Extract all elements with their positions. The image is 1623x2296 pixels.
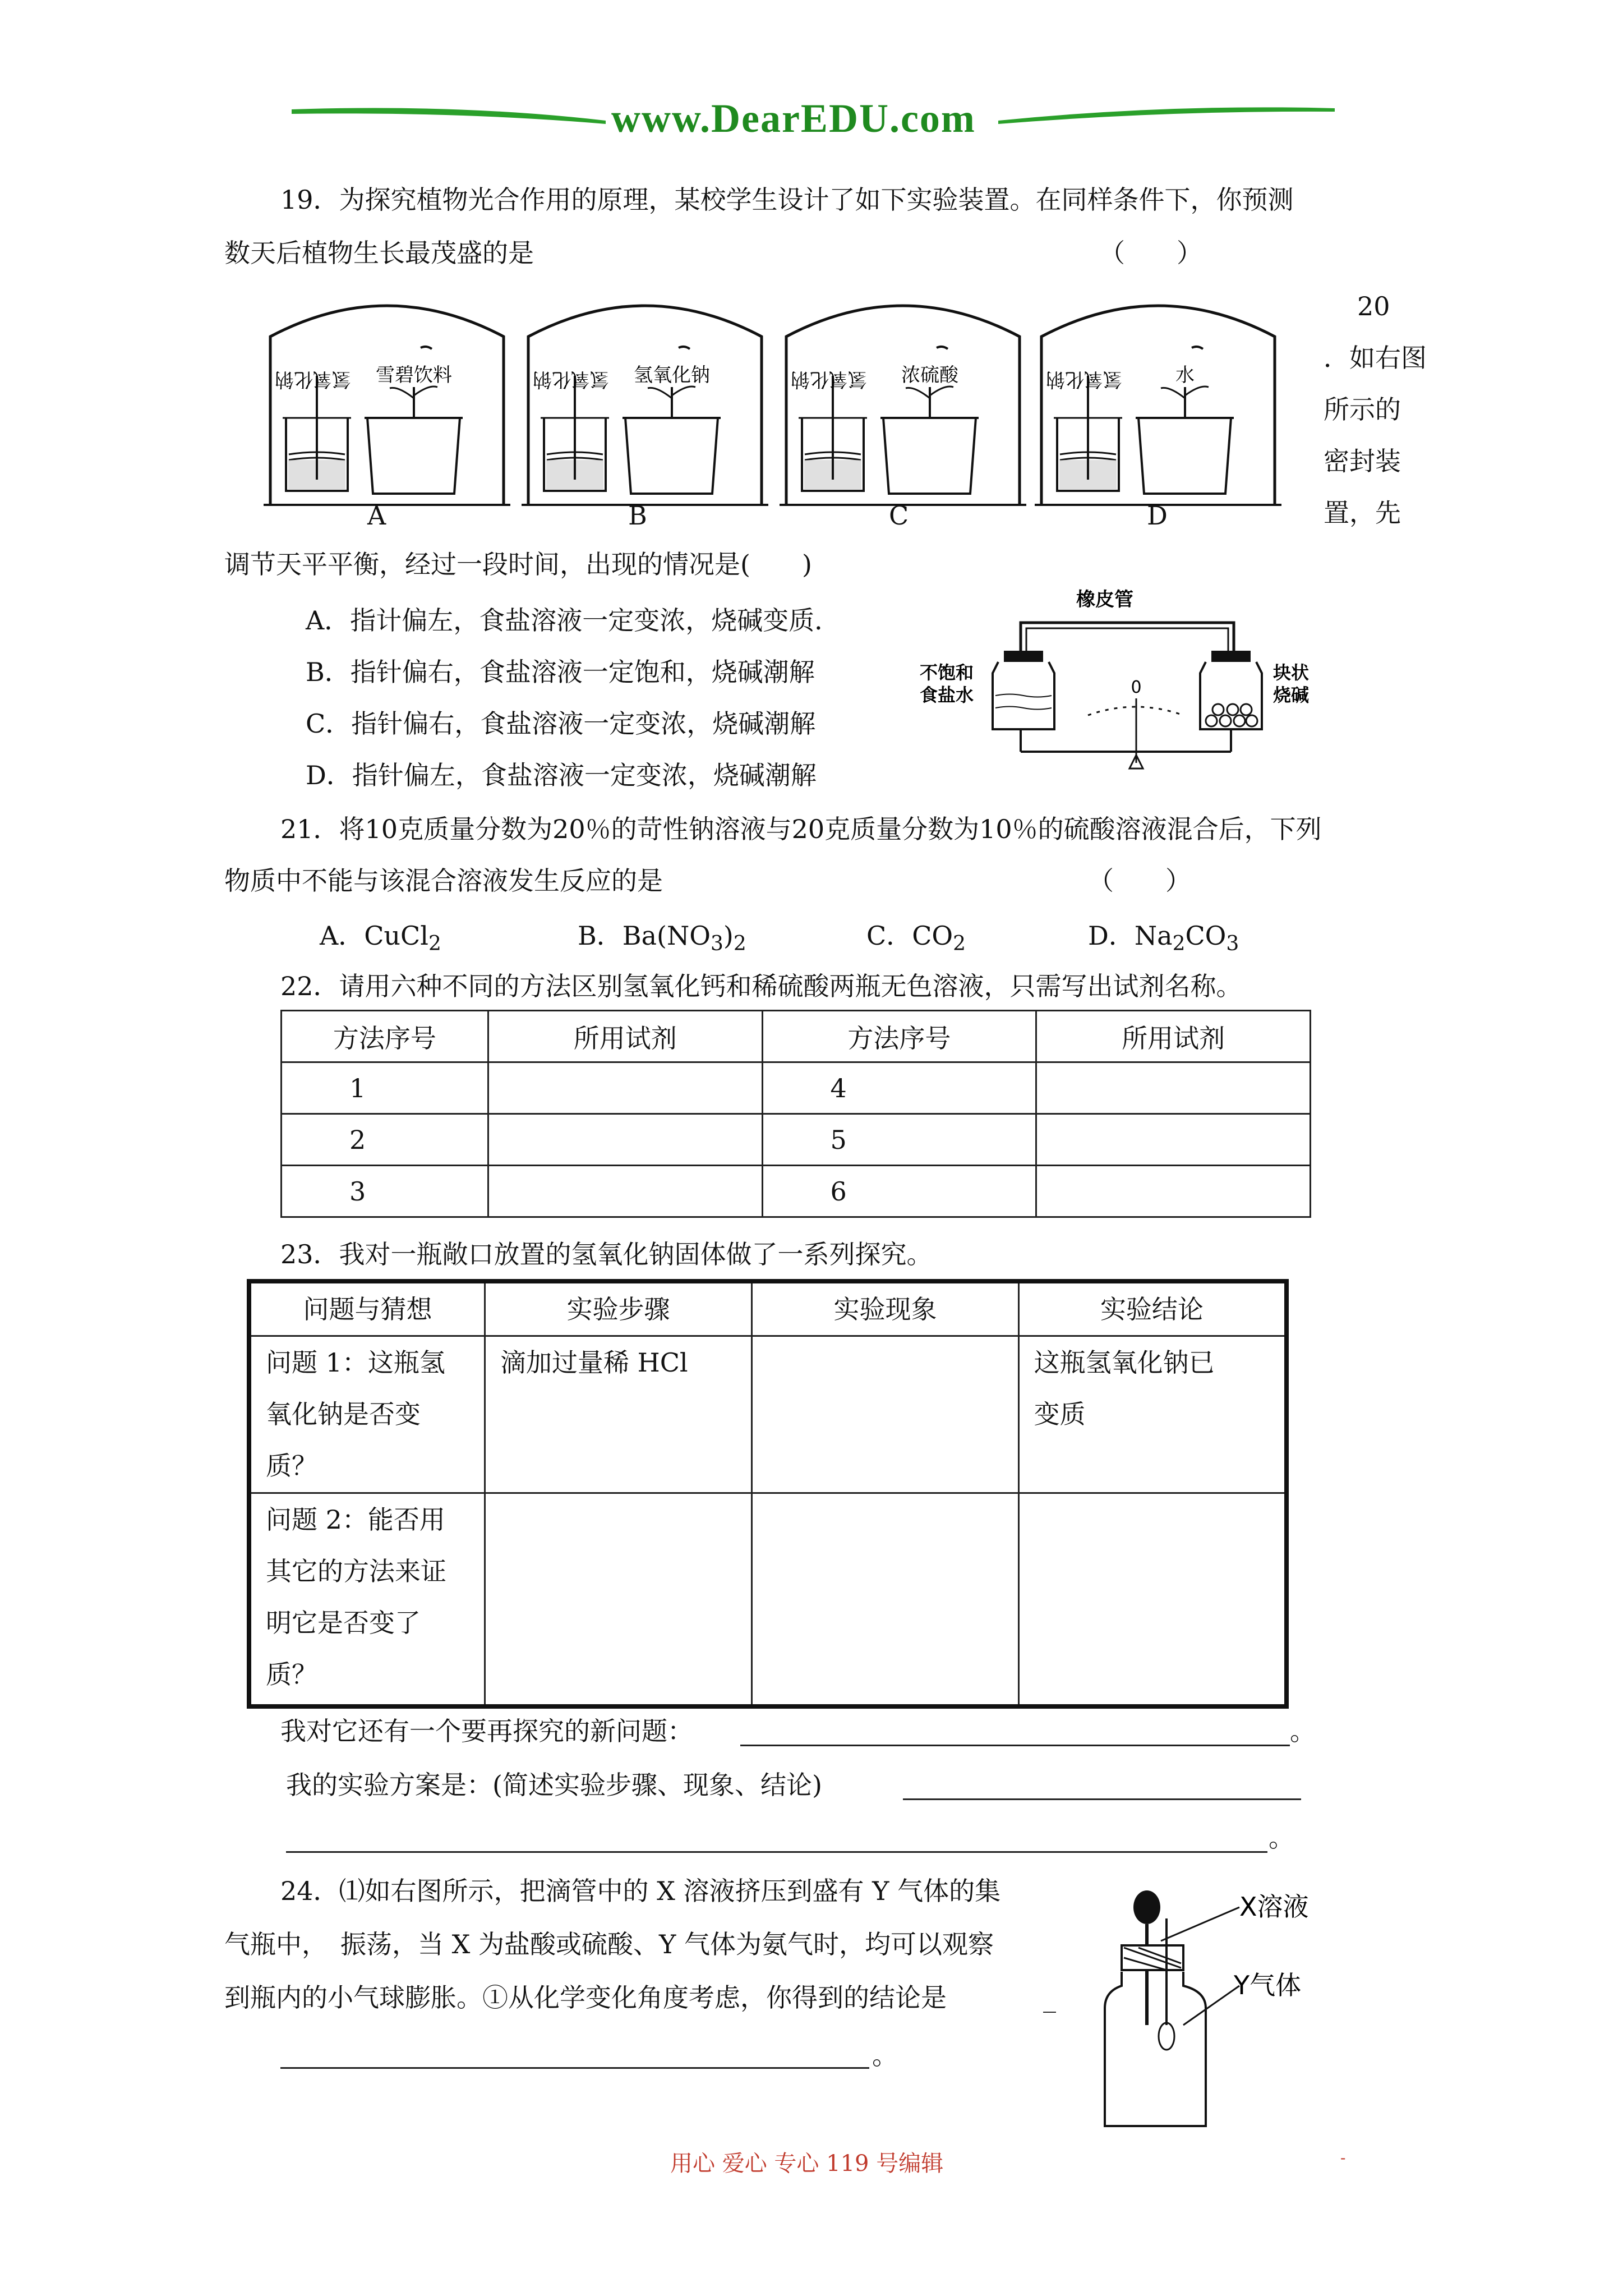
q24-line3: 到瓶内的小气球膨胀。①从化学变化角度考虑，你得到的结论是 [224,1982,947,2013]
q22-header-4: 所用试剂 [1036,1011,1311,1062]
apparatus-left-label: 氢氧化钠 [791,368,867,390]
apparatus-right-label: 浓硫酸 [901,364,958,386]
q24-line2: 气瓶中， 振荡，当 X 为盐酸或硫酸、Y 气体为氨气时，均可以观察 [224,1929,994,1959]
q20-fig-zero: 0 [1131,678,1142,697]
q20-balance-figure [920,583,1324,774]
q23-header-4: 实验结论 [1018,1281,1287,1336]
apparatus-letter: C [889,500,909,531]
q22-answer-cell[interactable] [1036,1062,1311,1114]
q20-side-5: 置，先 [1324,498,1401,528]
q22-cell: 5 [762,1114,1036,1166]
apparatus-letter: D [1147,500,1168,531]
q21-line1: 21．将10克质量分数为20％的苛性钠溶液与20克质量分数为10％的硫酸溶液混合后，下列 [280,814,1322,844]
q20-side-3: 所示的 [1324,394,1401,425]
footer-mark: - [1340,2148,1346,2167]
q19-line2: 数天后植物生长最茂盛的是 [224,238,534,268]
q24-fig-x-label: X溶液 [1239,1892,1309,1922]
q20-option-c: C．指针偏右，食盐溶液一定变浓，烧碱潮解 [306,708,816,739]
q20-side-4: 密封装 [1324,446,1401,476]
q23-header-2: 实验步骤 [485,1281,751,1336]
q23-line: 23．我对一瓶敞口放置的氢氧化钠固体做了一系列探究。 [280,1239,933,1269]
q21-option-c: C．$CO_2$ [866,921,966,956]
q21-blank: （ ） [1088,866,1191,896]
q19-apparatus-d [1035,292,1281,552]
apparatus-left-label: 氢氧化钠 [275,368,351,390]
q22-header-2: 所用试剂 [488,1011,762,1062]
q20-option-b: B．指针偏右，食盐溶液一定饱和，烧碱潮解 [306,657,815,687]
q23-header-3: 实验现象 [752,1281,1018,1336]
q20-side-2: ．如右图 [1324,343,1427,373]
q19-apparatus-b [522,292,768,552]
q19-line1: 19．为探究植物光合作用的原理，某校学生设计了如下实验装置。在同样条件下，你预测 [280,185,1294,215]
q21-line2: 物质中不能与该混合溶液发生反应的是 [224,866,663,896]
q22-cell: 4 [762,1062,1036,1114]
q19-apparatus-c [780,292,1026,552]
apparatus-right-label: 氢氧化钠 [634,364,710,386]
q22-header-3: 方法序号 [762,1011,1036,1062]
q23-period-1: 。 [1290,1716,1316,1746]
q22-answer-cell[interactable] [488,1114,762,1166]
q24-dash: _ [1043,1982,1056,2013]
q23-header-1: 问题与猜想 [249,1281,485,1336]
q19-apparatus-a [264,292,510,552]
q20-fig-tube-label: 橡皮管 [1076,588,1133,611]
q23-period-2: 。 [1269,1823,1294,1853]
q20-fig-left2: 食盐水 [920,684,974,706]
q24-fig-y-label: Y气体 [1234,1970,1302,2000]
apparatus-right-label: 雪碧饮料 [376,364,452,386]
q22-answer-cell[interactable] [488,1062,762,1114]
q22-answer-cell[interactable] [1036,1114,1311,1166]
q23-row1-question: 问题 1：这瓶氢 氧化钠是否变 质？ [249,1336,485,1493]
apparatus-left-label: 氢氧化钠 [533,368,609,390]
q20-option-d: D．指针偏左，食盐溶液一定变浓，烧碱潮解 [306,760,817,790]
q23-table [247,1279,1289,1709]
apparatus-left-label: 氢氧化钠 [1046,368,1122,390]
q20-fig-right1: 块状 [1273,662,1310,683]
q23-row1-step: 滴加过量稀 HCl [485,1336,751,1493]
q22-answer-cell[interactable] [488,1166,762,1217]
q24-answer-blank[interactable] [280,2067,869,2069]
q23-new-question-blank[interactable] [740,1745,1290,1746]
apparatus-letter: A [367,500,386,531]
q22-cell: 1 [282,1062,488,1114]
q23-row2-observation[interactable] [752,1493,1018,1706]
q21-option-b: B．$Ba(NO_3)_2$ [578,921,746,956]
site-logo[interactable]: www.DearEDU.com [611,96,976,141]
q23-row1-observation[interactable] [752,1336,1018,1493]
q22-header-1: 方法序号 [282,1011,488,1062]
q23-plan-blank-1[interactable] [903,1798,1301,1800]
q23-row1-conclusion: 这瓶氢氧化钠已 变质 [1018,1336,1287,1493]
q23-plan-blank-2[interactable] [286,1851,1267,1853]
q24-period: 。 [872,2040,898,2070]
q24-line1: 24．⑴如右图所示，把滴管中的 X 溶液挤压到盛有 Y 气体的集 [280,1876,1001,1906]
q23-row2-conclusion[interactable] [1018,1493,1287,1706]
q21-option-a: A．CuCl$_2$ [320,921,441,956]
q22-cell: 6 [762,1166,1036,1217]
q20-option-a: A．指计偏左，食盐溶液一定变浓，烧碱变质． [306,605,841,636]
q22-answer-cell[interactable] [1036,1166,1311,1217]
q23-row2-question: 问题 2：能否用 其它的方法来证 明它是否变了 质？ [249,1493,485,1706]
q22-cell: 3 [282,1166,488,1217]
footer-text: 用心 爱心 专心 119 号编辑 [670,2151,944,2177]
apparatus-letter: B [628,500,647,531]
q23-row2-step[interactable] [485,1493,751,1706]
q23-new-question: 我对它还有一个要再探究的新问题： [280,1716,693,1746]
q19-blank: （ ） [1099,238,1202,268]
q20-fig-right2: 烧碱 [1273,684,1310,706]
q24-gas-bottle-figure [1099,1885,1413,2132]
q23-plan: 我的实验方案是：(简述实验步骤、现象、结论) [286,1770,822,1800]
q22-table [280,1010,1311,1218]
q20-fig-left1: 不饱和 [920,662,974,683]
q20-side-1: 20 [1357,291,1390,321]
q21-option-d: D．$Na_2CO_3$ [1088,921,1239,956]
apparatus-right-label: 水 [1175,364,1195,386]
q22-cell: 2 [282,1114,488,1166]
q22-line: 22．请用六种不同的方法区别氢氧化钙和稀硫酸两瓶无色溶液，只需写出试剂名称。 [280,971,1242,1001]
q20-line: 调节天平平衡，经过一段时间，出现的情况是( ) [224,549,812,579]
